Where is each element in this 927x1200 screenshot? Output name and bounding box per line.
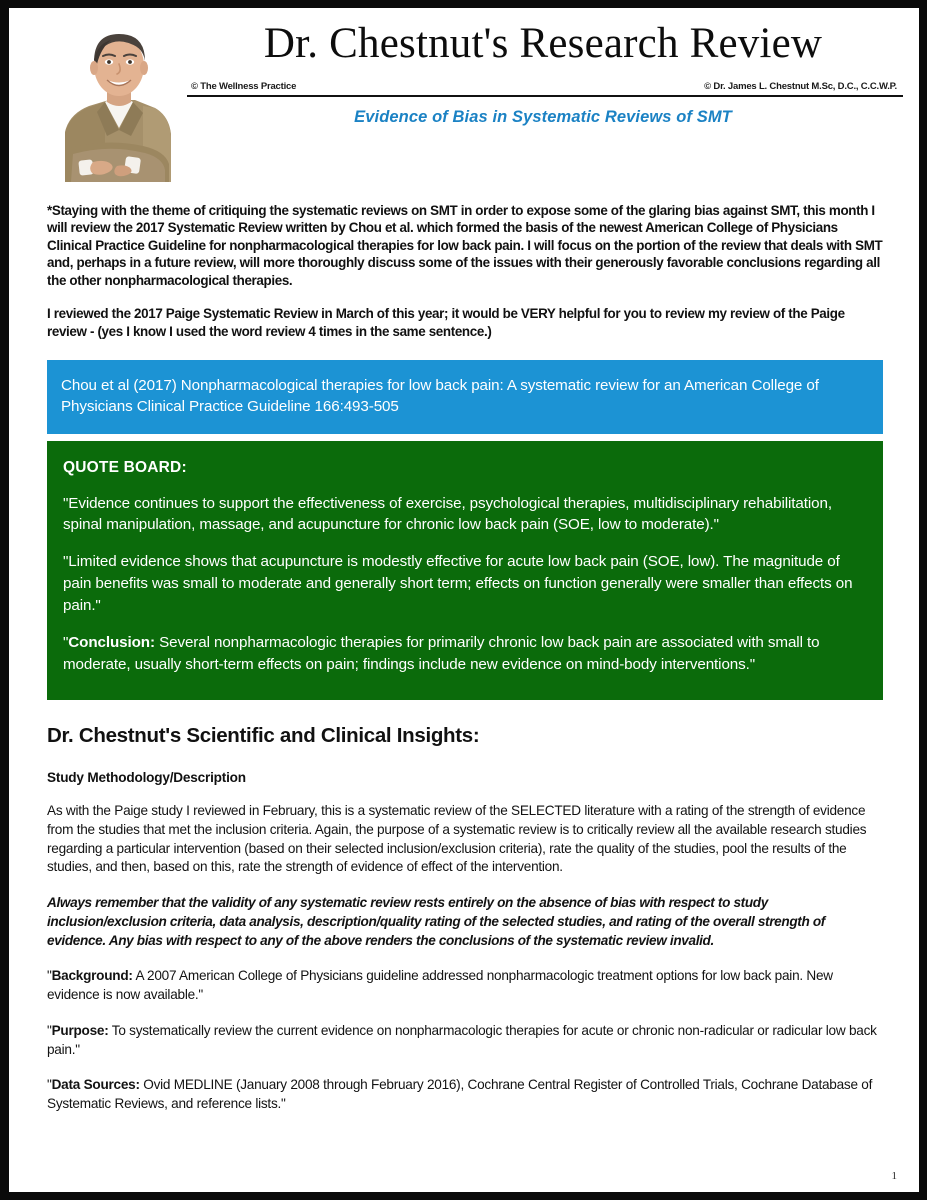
quote-board-quote-2: "Limited evidence shows that acupuncture is modestly effective for acute low back pain (SOE, low). The magnitude of pain benefits was small to moderate and generally short term; effects on function generally were smaller than effects on pain." bbox=[63, 553, 853, 615]
intro-paragraph-2: I reviewed the 2017 Paige Systematic Review in March of this year; it would be VERY helpful for you to review my review of the Paige review - (yes I know I used the word review 4 times in the same sentence.) bbox=[47, 306, 845, 339]
quote-board-title: QUOTE BOARD: bbox=[63, 458, 187, 476]
quote-conclusion-label: Conclusion: bbox=[68, 634, 155, 652]
credit-left: © The Wellness Practice bbox=[191, 81, 297, 92]
purpose-paragraph bbox=[47, 1022, 883, 1060]
quote-board-quote-3 bbox=[63, 632, 861, 676]
quote-board bbox=[47, 441, 883, 701]
portrait-illustration bbox=[47, 14, 177, 182]
credit-right: © Dr. James L. Chestnut M.Sc, D.C., C.C.W.P. bbox=[704, 81, 897, 92]
issue-subtitle: Evidence of Bias in Systematic Reviews of SMT bbox=[354, 108, 732, 126]
page-sheet bbox=[9, 8, 919, 1192]
data-sources-label: Data Sources: bbox=[51, 1077, 140, 1093]
document-body bbox=[9, 202, 919, 1114]
data-sources-open-mark: " bbox=[47, 1077, 52, 1093]
data-sources-text: Ovid MEDLINE (January 2008 through February 2016), Cochrane Central Register of Controlled Trials, Cochrane Database of Systematic Reviews, and reference lists." bbox=[47, 1077, 873, 1112]
background-paragraph bbox=[47, 967, 883, 1005]
page-number: 1 bbox=[891, 1170, 897, 1182]
quote-board-quote-1: "Evidence continues to support the effectiveness of exercise, psychological therapies, multidisciplinary rehabilitation, spinal manipulation, massage, and acupuncture for chronic low back pain (SOE, low to moderate)." bbox=[63, 494, 832, 534]
purpose-text: To systematically review the current evidence on nonpharmacologic therapies for acute or chronic non-radicular or radicular low back pain." bbox=[47, 1022, 877, 1057]
quote-open-mark: " bbox=[63, 634, 69, 652]
background-open-mark: " bbox=[47, 968, 52, 984]
methodology-paragraph: As with the Paige study I reviewed in February, this is a systematic review of the SELECTED literature with a rating of the strength of evidence from the studies that met the inclusion criteria. Again, the purpose of a systematic review is to critically review all the available research studies regarding a particular intervention (based on their selected inclusion/exclusion criteria), rate the quality of the studies, pool the results of the studies, and then, based on this, rate the strength of evidence of effect of the intervention. bbox=[47, 803, 867, 875]
quote-conclusion-text: Several nonpharmacologic therapies for primarily chronic low back pain are associated with small to moderate, usually short-term effects on pain; findings include new evidence on mind-body interventions." bbox=[63, 634, 820, 674]
citation-bar bbox=[47, 360, 883, 434]
methodology-subheading: Study Methodology/Description bbox=[47, 770, 246, 786]
masthead-text-block bbox=[177, 8, 909, 127]
background-label: Background: bbox=[51, 968, 133, 984]
page-title: Dr. Chestnut's Research Review bbox=[263, 20, 823, 67]
bias-warning-paragraph: Always remember that the validity of any systematic review rests entirely on the absence of bias with respect to study inclusion/exclusion criteria, data analysis, description/quality rating of the selected studies, and rating of the overall strength of evidence. Any bias with respect to any of the above renders the conclusions of the systematic review invalid. bbox=[47, 895, 825, 948]
background-text: A 2007 American College of Physicians guideline addressed nonpharmacologic treatment options for low back pain. New evidence is now available." bbox=[47, 968, 833, 1003]
purpose-label: Purpose: bbox=[51, 1022, 109, 1038]
intro-paragraph-1: *Staying with the theme of critiquing the systematic reviews on SMT in order to expose some of the glaring bias against SMT, this month I will review the 2017 Systematic Review written by Chou et al. which formed the basis of the newest American College of Physicians Clinical Practice Guideline for nonpharmacological therapies for low back pain. I will focus on the portion of the review that deals with SMT and, perhaps in a future review, will more thoroughly discuss some of the issues with their generously favorable conclusions regarding all the other nonpharmacological therapies. bbox=[47, 203, 883, 288]
insights-heading: Dr. Chestnut's Scientific and Clinical Insights: bbox=[47, 724, 480, 748]
author-portrait bbox=[47, 14, 177, 182]
masthead bbox=[9, 8, 919, 186]
citation-text: Chou et al (2017) Nonpharmacological therapies for low back pain: A systematic review for an American College of Physicians Clinical Practice Guideline 166:493-505 bbox=[61, 376, 819, 416]
credit-row bbox=[177, 65, 909, 95]
data-sources-paragraph bbox=[47, 1076, 883, 1114]
purpose-open-mark: " bbox=[47, 1022, 52, 1038]
